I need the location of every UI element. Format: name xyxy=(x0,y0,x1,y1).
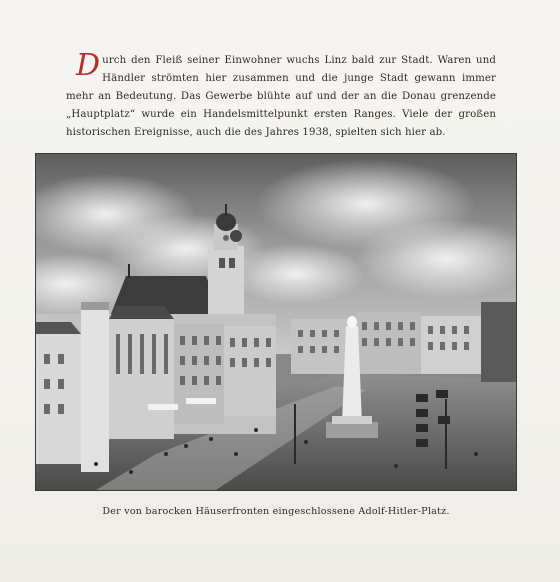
intro-paragraph xyxy=(66,48,496,142)
drop-cap-letter: D xyxy=(76,48,101,83)
intro-text: urch den Fleiß seiner Einwohner wuchs Linz bald zur Stadt. Waren und Händler strömten hier zusammen und die junge Stadt gewann immer mehr an Bedeutung. Das Gewerbe blühte auf und der an die Donau grenzende „Hauptplatz“ wurde ein Handelsmittelpunkt ersten Ranges. Viele der großen historischen Ereignisse, auch die des Jahres 1938, spielten sich hier ab. xyxy=(66,55,496,138)
photo-caption: Der von barocken Häuserfronten eingeschlossene Adolf-Hitler-Platz. xyxy=(102,506,450,517)
town-square-photograph xyxy=(36,154,516,490)
